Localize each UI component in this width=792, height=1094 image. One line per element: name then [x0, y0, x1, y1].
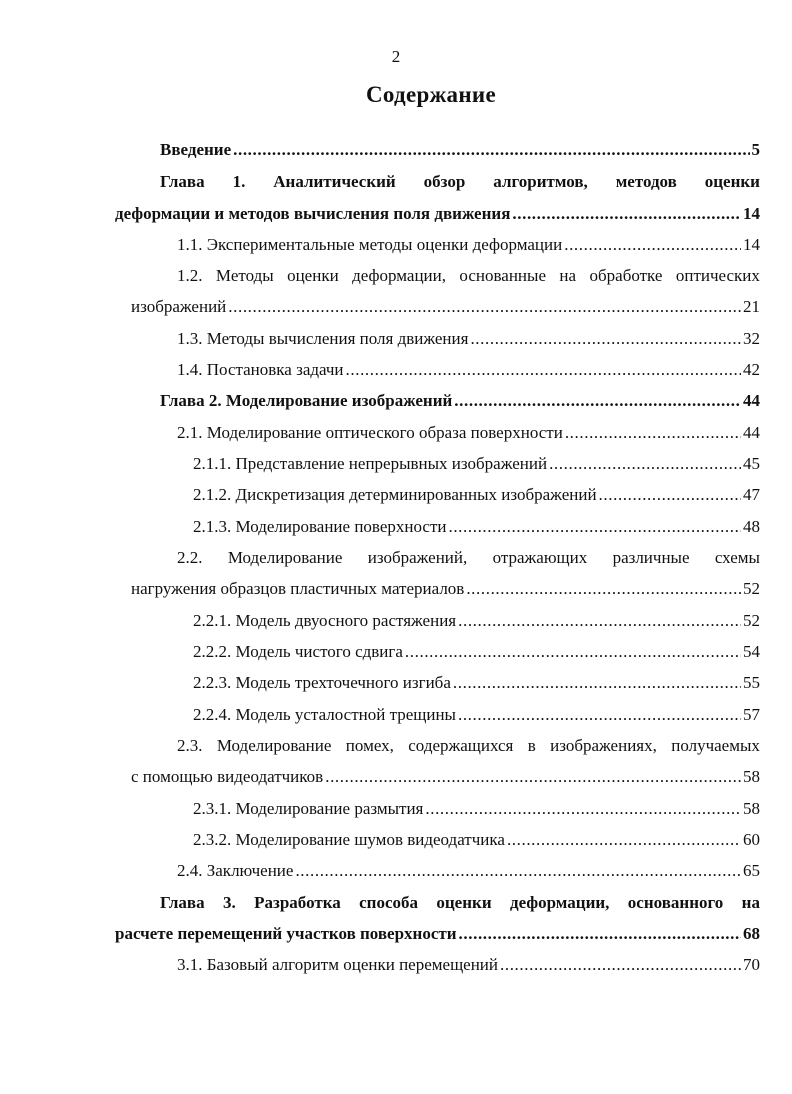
toc-page: 65: [743, 861, 760, 880]
toc-entry[interactable]: [115, 924, 760, 944]
toc-entry[interactable]: [131, 579, 760, 599]
toc-entry-line1[interactable]: [177, 736, 760, 756]
toc-entry[interactable]: [177, 329, 760, 349]
toc-word: 2.3.: [177, 736, 203, 755]
toc-entry[interactable]: [177, 955, 760, 975]
toc-word: схемы: [714, 548, 760, 567]
toc-word: обзор: [423, 172, 466, 191]
toc-word: 3.: [223, 893, 236, 912]
toc-page: 32: [743, 329, 760, 348]
toc-label: 2.4. Заключение: [177, 861, 294, 880]
toc-word: Разработка: [254, 893, 341, 912]
toc-page: 54: [743, 642, 760, 661]
toc-word: оценки: [704, 172, 760, 191]
toc-word: деформации,: [352, 266, 446, 285]
toc-word: помех,: [345, 736, 394, 755]
toc-page: 68: [743, 924, 760, 943]
toc-label: 2.1.1. Представление непрерывных изображений: [193, 454, 548, 473]
toc-entry[interactable]: [193, 517, 760, 537]
toc-page: 60: [743, 830, 760, 849]
toc-word: на: [741, 893, 760, 912]
toc-entry[interactable]: [177, 235, 760, 255]
toc-page: 70: [743, 955, 760, 974]
toc-label: 2.1.3. Моделирование поверхности: [193, 517, 447, 536]
toc-page: 48: [743, 517, 760, 536]
toc-entry-line1[interactable]: [177, 548, 760, 568]
toc-word: различные: [612, 548, 690, 567]
toc-label: 2.2.4. Модель усталостной трещины: [193, 705, 456, 724]
toc-page: 52: [743, 579, 760, 598]
toc-word: содержащихся: [408, 736, 514, 755]
toc-page: 58: [743, 799, 760, 818]
toc-page: 57: [743, 705, 760, 724]
toc-word: отражающих: [492, 548, 588, 567]
toc-entry[interactable]: [193, 611, 760, 631]
toc-entry[interactable]: [193, 454, 760, 474]
toc-label: 2.2.3. Модель трехточечного изгиба: [193, 673, 451, 692]
toc-word: в: [527, 736, 536, 755]
toc-word: способа: [359, 893, 419, 912]
toc-word: 2.2.: [177, 548, 203, 567]
toc-entry[interactable]: [193, 830, 760, 850]
toc-word: оптических: [675, 266, 760, 285]
toc-entry[interactable]: [131, 767, 760, 787]
toc-word: алгоритмов,: [493, 172, 588, 191]
toc-label: изображений: [131, 297, 227, 316]
toc-label: 1.3. Методы вычисления поля движения: [177, 329, 469, 348]
toc-word: оценки: [287, 266, 339, 285]
toc-entry[interactable]: [160, 140, 760, 160]
toc-entry[interactable]: [193, 705, 760, 725]
toc-label: деформации и методов вычисления поля движения: [115, 204, 511, 223]
toc-word: 1.2.: [177, 266, 203, 285]
toc-entry[interactable]: [193, 642, 760, 662]
toc-page: 52: [743, 611, 760, 630]
toc-word: на: [559, 266, 577, 285]
toc-entry[interactable]: [177, 861, 760, 881]
toc-page: 44: [743, 391, 760, 410]
toc-label: 2.1. Моделирование оптического образа поверхности: [177, 423, 563, 442]
toc-page: 5: [751, 140, 760, 159]
toc-label: 2.2.2. Модель чистого сдвига: [193, 642, 403, 661]
toc-entry[interactable]: [131, 297, 760, 317]
toc-word: Аналитический: [273, 172, 396, 191]
toc-entry-line1[interactable]: [177, 266, 760, 286]
page-number: 2: [391, 47, 401, 66]
toc-word: деформации,: [510, 893, 610, 912]
toc-entry[interactable]: [193, 673, 760, 693]
toc-page: 44: [743, 423, 760, 442]
toc-word: обработке: [589, 266, 663, 285]
toc-word: изображений,: [367, 548, 468, 567]
page-title: Содержание: [366, 82, 496, 107]
toc-page: 47: [743, 485, 760, 504]
toc-page: 45: [743, 454, 760, 473]
toc-word: Моделирование: [216, 736, 332, 755]
toc-label: 2.3.2. Моделирование шумов видеодатчика: [193, 830, 505, 849]
toc-label: 2.3.1. Моделирование размытия: [193, 799, 424, 818]
toc-entry[interactable]: [115, 204, 760, 224]
toc-word: Методы: [215, 266, 274, 285]
toc-page: 55: [743, 673, 760, 692]
toc-label: 1.4. Постановка задачи: [177, 360, 344, 379]
toc-label: с помощью видеодатчиков: [131, 767, 324, 786]
toc-entry[interactable]: [177, 423, 760, 443]
toc-word: Глава: [160, 893, 205, 912]
toc-entry-line1[interactable]: [160, 893, 760, 913]
toc-label: расчете перемещений участков поверхности: [115, 924, 457, 943]
toc-label: нагружения образцов пластичных материалов: [131, 579, 465, 598]
toc-word: получаемых: [671, 736, 760, 755]
toc-word: 1.: [232, 172, 246, 191]
toc-label: 2.2.1. Модель двуосного растяжения: [193, 611, 457, 630]
toc-word: Глава: [160, 172, 205, 191]
toc-page: 42: [743, 360, 760, 379]
toc-page: 14: [743, 204, 760, 223]
toc-word: изображениях,: [550, 736, 657, 755]
toc-word: Моделирование: [227, 548, 343, 567]
toc-word: оценки: [436, 893, 492, 912]
toc-entry[interactable]: [177, 360, 760, 380]
toc-page: 58: [743, 767, 760, 786]
toc-entry[interactable]: [160, 391, 760, 411]
toc-word: основанного: [627, 893, 724, 912]
toc-label: Глава 2. Моделирование изображений: [160, 391, 453, 410]
toc-label: 3.1. Базовый алгоритм оценки перемещений: [177, 955, 498, 974]
toc-entry-line1[interactable]: [160, 172, 760, 192]
toc-word: основанные: [459, 266, 546, 285]
toc-entry[interactable]: [193, 485, 760, 505]
toc-label: Введение: [160, 140, 232, 159]
toc-page: 14: [743, 235, 760, 254]
toc-label: 2.1.2. Дискретизация детерминированных изображений: [193, 485, 597, 504]
toc-word: методов: [615, 172, 677, 191]
toc-entry[interactable]: [193, 799, 760, 819]
toc-label: 1.1. Экспериментальные методы оценки деформации: [177, 235, 563, 254]
toc-page: 21: [743, 297, 760, 316]
